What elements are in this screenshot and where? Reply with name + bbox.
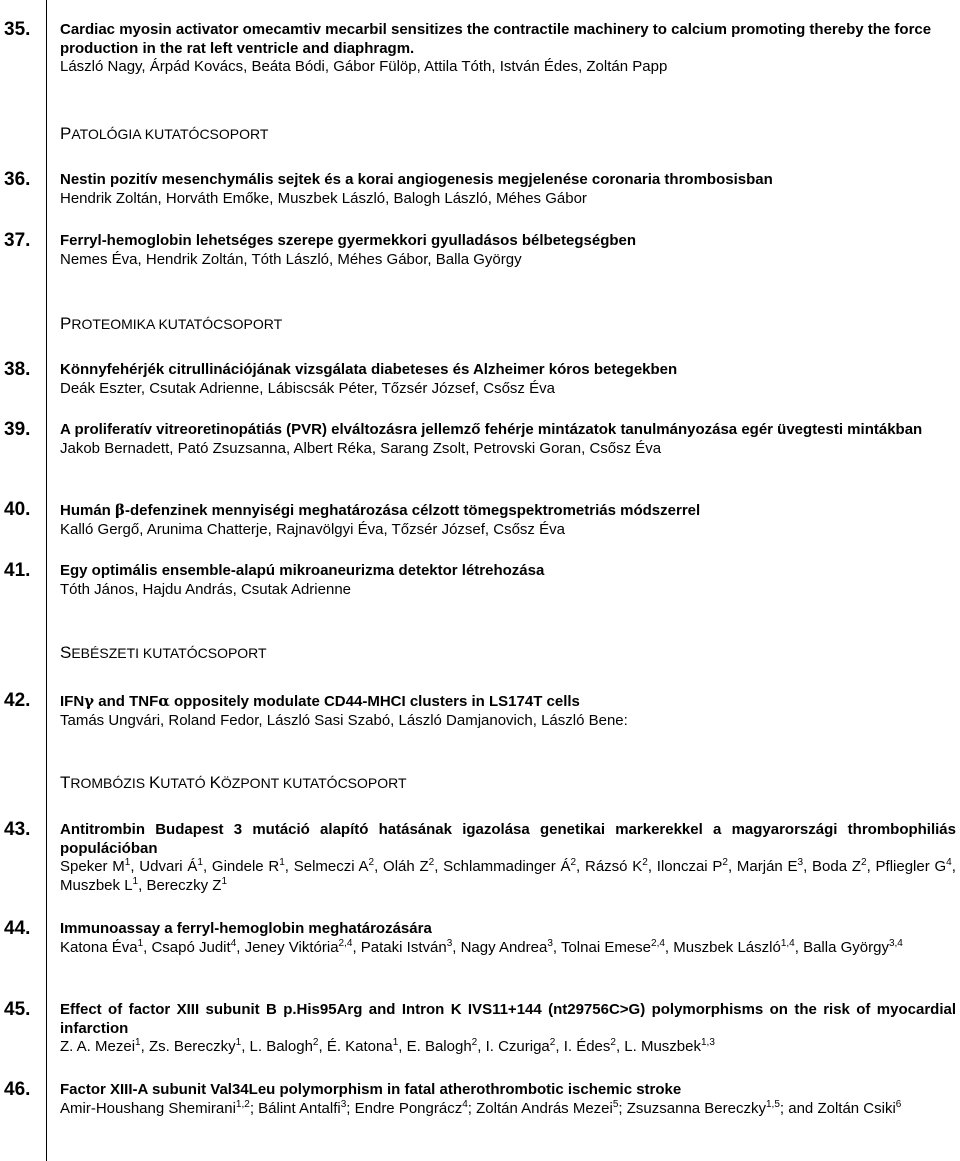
affiliation-marker: 2	[722, 857, 728, 868]
affiliation-marker: 2	[861, 857, 867, 868]
author-name: L. Muszbek	[624, 1038, 701, 1055]
affiliation-marker: 3	[340, 1098, 347, 1110]
author-name: Nagy Andrea	[460, 938, 548, 956]
affiliation-marker: 1,3	[701, 1037, 715, 1048]
beta-symbol: β	[115, 501, 125, 519]
entry-37	[60, 232, 956, 269]
entry-35	[60, 21, 956, 77]
author-name: Bálint Antalfi	[258, 1099, 341, 1117]
entry-number: 39.	[4, 419, 31, 440]
entry-authors: Tóth János, Hajdu András, Csutak Adrienne	[60, 580, 352, 598]
affiliation-marker: 1	[392, 1037, 399, 1048]
author-name: Zs. Bereczky	[148, 1038, 236, 1055]
author-name: Endre Pongrácz	[354, 1099, 463, 1117]
entry-title: Egy optimális ensemble-alapú mikroaneurizma detektor létrehozása	[60, 562, 545, 579]
affiliation-marker: 1	[279, 857, 285, 868]
affiliation-marker: 4	[946, 857, 952, 868]
entry-44	[60, 920, 956, 957]
margin-rule	[46, 0, 47, 1161]
entry-number: 42.	[4, 690, 31, 711]
affiliation-marker: 4	[462, 1098, 468, 1110]
affiliation-marker: 1,2	[235, 1098, 250, 1110]
section-heading-sebeszeti: SEBÉSZETI KUTATÓCSOPORT	[60, 643, 267, 662]
affiliation-marker: 1,4	[780, 937, 795, 949]
affiliation-marker: 6	[895, 1098, 902, 1110]
affiliation-marker: 1	[132, 875, 139, 887]
affiliation-marker: 2	[549, 1037, 556, 1048]
affiliation-marker: 2,4	[651, 937, 665, 949]
entry-authors: Deák Eszter, Csutak Adrienne, Lábiscsák Péter, Tőzsér József, Csősz Éva	[60, 379, 555, 397]
entry-title: Nestin pozitív mesenchymális sejtek és a korai angiogenesis megjelenése coronaria thrombosisban	[60, 171, 773, 188]
entry-authors: László Nagy, Árpád Kovács, Beáta Bódi, Gábor Fülöp, Attila Tóth, István Édes, Zoltán Papp	[60, 58, 668, 75]
affiliation-marker: 2,4	[338, 937, 353, 949]
author-name: Muszbek L	[60, 876, 133, 894]
author-name: Zoltán Csiki	[817, 1099, 896, 1117]
author-name: Katona Éva	[60, 938, 138, 956]
author-name: Zoltán András Mezei	[476, 1099, 613, 1117]
author-name: Muszbek László	[673, 938, 781, 956]
author-name: Ilonczai P	[656, 858, 723, 875]
author-name: Udvari Á	[139, 858, 198, 875]
affiliation-marker: 5	[612, 1098, 619, 1110]
entry-title: Antitrombin Budapest 3 mutáció alapító hatásának igazolása genetikai markerekkel a magyarországi thrombophiliás populációban	[60, 821, 956, 857]
affiliation-marker: 2	[570, 857, 577, 868]
affiliation-marker: 2	[312, 1037, 319, 1048]
affiliation-marker: 1	[137, 937, 144, 949]
affiliation-marker: 1	[221, 875, 228, 887]
author-name: Boda Z	[812, 858, 862, 875]
entry-authors: Jakob Bernadett, Pató Zsuzsanna, Albert Réka, Sarang Zsolt, Petrovski Goran, Csősz Éva	[60, 439, 662, 457]
entry-number: 37.	[4, 230, 31, 251]
entry-title: Cardiac myosin activator omecamtiv mecarbil sensitizes the contractile machinery to calcium promoting thereby the force production in the rat left ventricle and diaphragm.	[60, 21, 932, 57]
author-name: I. Édes	[563, 1038, 611, 1055]
author-name: Gindele R	[211, 858, 280, 875]
entry-title: Factor XIII-A subunit Val34Leu polymorphism in fatal atherothrombotic ischemic stroke	[60, 1081, 682, 1098]
author-name: Pfliegler G	[875, 858, 947, 875]
entry-authors: Hendrik Zoltán, Horváth Emőke, Muszbek László, Balogh László, Méhes Gábor	[60, 189, 587, 207]
entry-title: IFNγ and TNFα oppositely modulate CD44-MHCI clusters in LS174T cells	[60, 692, 580, 710]
author-name: Z. A. Mezei	[60, 1038, 136, 1055]
entry-number: 38.	[4, 359, 31, 380]
author-name: Rázsó K	[584, 858, 643, 875]
author-name: Selmeczi A	[293, 858, 369, 875]
section-heading-trombozis: TROMBÓZIS KUTATÓ KÖZPONT KUTATÓCSOPORT	[60, 773, 407, 792]
entry-authors: Katona Éva$^1$, Csapó Judit$^4$, Jeney Viktória$^{2,4}$, Pataki István$^3$, Nagy Andrea$^3$, Tolnai Emese$^{2,4}$, Muszbek László$^{1,4}$, Balla György$^{3,4}$	[60, 937, 903, 956]
entry-authors: Amir-Houshang Shemirani$^{1,2}$; Bálint Antalfi$^3$; Endre Pongrácz$^4$; Zoltán András Mezei$^5$; Zsuzsanna Bereczky$^{1,5}$; and Zoltán Csiki$^6$	[60, 1098, 902, 1117]
author-name: Pataki István	[360, 938, 447, 956]
entry-authors: Speker $M^1$, Udvari $Á^1$, Gindele $R^1$, Selmeczi $A^2$, Oláh $Z^2$, Schlammadinger $Á^2$, Rázsó $K^2$, Ilonczai $P^2$, Marján $E^3$, Boda $Z^2$, Pfliegler $G^4$, Muszbek $L^1$, Bereczky $Z^1$	[60, 857, 956, 894]
entry-authors: Tamás Ungvári, Roland Fedor, László Sasi Szabó, László Damjanovich, László Bene:	[60, 711, 628, 729]
entry-38	[60, 361, 956, 398]
entry-authors: Kalló Gergő, Arunima Chatterje, Rajnavölgyi Éva, Tőzsér József, Csősz Éva	[60, 520, 565, 538]
entry-41	[60, 562, 956, 599]
entry-number: 45.	[4, 999, 31, 1020]
affiliation-marker: 1	[235, 1037, 242, 1048]
entry-authors: Nemes Éva, Hendrik Zoltán, Tóth László, Méhes Gábor, Balla György	[60, 250, 522, 268]
entry-number: 41.	[4, 560, 31, 581]
entry-45	[60, 1001, 956, 1057]
affiliation-marker: 3	[446, 937, 453, 949]
author-name: Schlammadinger Á	[443, 858, 571, 875]
entry-number: 35.	[4, 19, 31, 40]
affiliation-marker: 3,4	[888, 937, 903, 949]
entry-title: Ferryl-hemoglobin lehetséges szerepe gyermekkori gyulladásos bélbetegségben	[60, 232, 637, 249]
affiliation-marker: 2	[610, 1037, 616, 1048]
author-name: Bereczky Z	[146, 876, 222, 894]
entry-title: Immunoassay a ferryl-hemoglobin meghatározására	[60, 920, 432, 937]
entry-title: Könnyfehérjék citrullinációjának vizsgálata diabeteses és Alzheimer kóros betegekben	[60, 361, 678, 378]
affiliation-marker: 2	[642, 857, 648, 868]
author-name: Speker M	[60, 858, 125, 875]
affiliation-marker: 2	[428, 857, 435, 868]
author-name: Balla György	[803, 938, 889, 956]
affiliation-marker: 1	[197, 857, 203, 868]
entry-43	[60, 821, 956, 895]
author-name: Zsuzsanna Bereczky	[626, 1099, 766, 1117]
section-heading-proteomika: PROTEOMIKA KUTATÓCSOPORT	[60, 314, 283, 333]
entry-number: 44.	[4, 918, 31, 939]
entry-authors: Z. A. Mezei$^1$, Zs. Bereczky$^1$, L. Balogh$^2$, É. Katona$^1$, E. Balogh$^2$, I. Czuriga$^2$, I. Édes$^2$, L. Muszbek$^{1,3}$	[60, 1037, 715, 1055]
section-heading-patologia: PATOLÓGIA KUTATÓCSOPORT	[60, 124, 269, 143]
affiliation-marker: 2	[471, 1037, 478, 1048]
author-name: E. Balogh	[406, 1038, 472, 1055]
entry-title: Effect of factor XIII subunit B p.His95Arg and Intron K IVS11+144 (nt29756C>G) polymorphisms on the risk of myocardial infarction	[60, 1001, 956, 1037]
entry-number: 40.	[4, 499, 31, 520]
affiliation-marker: 2	[368, 857, 375, 868]
entry-39	[60, 421, 956, 458]
affiliation-marker: 1	[135, 1037, 141, 1048]
entry-title: A proliferatív vitreoretinopátiás (PVR) elváltozásra jellemző fehérje mintázatok tanulmányozása egér üvegtesti mintákban	[60, 421, 923, 438]
entry-40	[60, 501, 956, 539]
author-name: I. Czuriga	[485, 1038, 550, 1055]
affiliation-marker: 3	[797, 857, 804, 868]
entry-number: 36.	[4, 169, 31, 190]
affiliation-marker: 3	[547, 937, 553, 949]
entry-title: Humán β-defenzinek mennyiségi meghatározása célzott tömegspektrometriás módszerrel	[60, 501, 701, 519]
affiliation-marker: 4	[230, 937, 237, 949]
entry-36	[60, 171, 956, 208]
author-name: L. Balogh	[249, 1038, 313, 1055]
author-name: É. Katona	[326, 1038, 393, 1055]
affiliation-marker: 1,5	[766, 1098, 780, 1110]
author-name: Marján E	[736, 858, 798, 875]
alpha-symbol: α	[158, 692, 170, 710]
author-name: Jeney Viktória	[244, 938, 339, 956]
gamma-symbol: γ	[84, 692, 95, 710]
entry-46	[60, 1081, 956, 1118]
entry-number: 46.	[4, 1079, 31, 1100]
author-name: Amir-Houshang Shemirani	[60, 1099, 236, 1117]
entry-number: 43.	[4, 819, 31, 840]
author-name: Tolnai Emese	[560, 938, 652, 956]
entry-42	[60, 692, 956, 730]
affiliation-marker: 1	[124, 857, 131, 868]
author-name: Csapó Judit	[151, 938, 231, 956]
author-name: Oláh Z	[383, 858, 429, 875]
